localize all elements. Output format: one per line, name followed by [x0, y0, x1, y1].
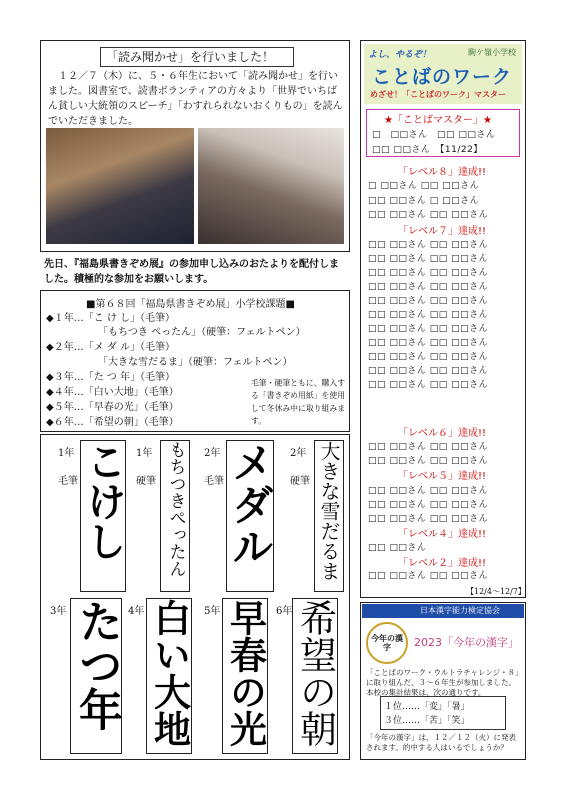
level7-row-8: □□ □□さん □□ □□さん [368, 338, 489, 348]
sidebar-subtitle: めざせ！「ことばのワーク」マスター [370, 90, 506, 99]
level7-row-3: □□ □□さん □□ □□さん [368, 268, 489, 278]
master-row-2: □□ □□さん 【11/22】 [372, 145, 483, 155]
kanji-footer: 「今年の漢字」は、１２／１２（火）に発表されます。的中する人はいるでしょうか？ [366, 733, 516, 752]
sidebar-tagline: よし、やるぞ！ [368, 50, 432, 60]
assign-1b: 「もちつき ぺったん」（硬筆：フェルトペン） [98, 327, 306, 338]
photo-readers [46, 128, 194, 244]
sample-6-grade: 4年 [128, 606, 145, 617]
level4-label: 「レベル４」達成!! [398, 529, 487, 540]
kanji-result-1: １位……「変」「暑」 [384, 702, 470, 712]
kanji-result-2: ３位……「苦」「笑」 [384, 716, 470, 726]
sample-3-grade: 2年 [204, 448, 221, 459]
level8-row-3: □□ □□さん □□ □□さん [368, 210, 489, 220]
level8-row-1: □ □□さん □□ □□さん [368, 181, 480, 191]
level5-label: 「レベル５」達成!! [398, 471, 487, 482]
level6-label: 「レベル６」達成!! [398, 428, 487, 439]
level7-label: 「レベル７」達成!! [398, 226, 487, 237]
kanji-badge: 今年の漢字 [371, 634, 403, 652]
sample-2-paper [160, 440, 190, 592]
sidebar-date-range: 【12/4～12/7】 [466, 587, 526, 596]
level7-row-6: □□ □□さん □□ □□さん [368, 310, 489, 320]
sample-3-text: メダル [226, 441, 275, 567]
sample-8-grade: 6年 [276, 606, 293, 617]
level7-row-1: □□ □□さん □□ □□さん [368, 240, 489, 250]
sample-1-grade: 1年 [58, 448, 75, 459]
sample-5-text: たつ年 [71, 599, 122, 731]
sidebar-title: ことばのワーク [372, 66, 513, 88]
master-row-1: □ □□さん □□ □□さん [372, 130, 496, 140]
level8-label: 「レベル８」達成!! [398, 167, 487, 178]
level7-row-11: □□ □□さん □□ □□さん [368, 380, 489, 390]
sample-1-type: 毛筆 [58, 476, 78, 487]
level5-row-1: □□ □□さん □□ □□さん [368, 486, 489, 496]
level7-row-9: □□ □□さん □□ □□さん [368, 352, 489, 362]
level4-row-1: □□ □□さん [368, 543, 427, 553]
assign-4: ◆４年…「白い大地」（毛筆） [46, 387, 179, 398]
sample-1-paper [80, 440, 126, 592]
sample-1-text: こけし [80, 441, 126, 561]
level7-row-7: □□ □□さん □□ □□さん [368, 324, 489, 334]
level5-row-2: □□ □□さん □□ □□さん [368, 500, 489, 510]
sample-4-paper [314, 440, 344, 592]
sample-6-text: 白い大地 [147, 599, 191, 747]
assign-3: ◆３年…「た つ 年」（毛筆） [46, 372, 176, 383]
level7-row-5: □□ □□さん □□ □□さん [368, 296, 489, 306]
kanji-header: 日本漢字能力検定協会 [420, 606, 500, 615]
sample-2-type: 硬筆 [136, 476, 156, 487]
notice-text: 先日、『福島県書きぞめ展』の参加申し込みのおたよりを配付しました。積極的な参加をお願いします。 [44, 259, 339, 285]
sample-5-grade: 3年 [50, 606, 67, 617]
sample-3-paper [226, 440, 274, 592]
photo-reader-woman [198, 128, 344, 244]
assign-6: ◆６年…「希望の朝」（毛筆） [46, 417, 179, 428]
sample-8-text: 希望の朝 [293, 599, 337, 747]
article-title: 「読み聞かせ」を行いました！ [106, 50, 275, 64]
level7-row-10: □□ □□さん □□ □□さん [368, 366, 489, 376]
level5-row-3: □□ □□さん □□ □□さん [368, 514, 489, 524]
sample-7-grade: 5年 [204, 606, 221, 617]
level8-row-2: □□ □□さん □ □□さん [368, 196, 480, 206]
sidebar-school: 駒ケ嶺小学校 [468, 48, 516, 57]
assign-2b: 「大きな雪だるま」（硬筆：フェルトペン） [98, 357, 293, 368]
sample-4-grade: 2年 [290, 448, 307, 459]
sample-5-paper [70, 598, 122, 754]
sample-6-paper [146, 598, 192, 754]
level6-row-2: □□ □□さん □□ □□さん [368, 456, 489, 466]
assign-1: ◆１年…「こ け し」（毛筆） [46, 313, 176, 324]
level2-label: 「レベル２」達成!! [398, 558, 487, 569]
sample-4-text: 大きな雪だるま [317, 441, 341, 581]
kanji-body: 「ことばのワーク・ウルトラチャレンジ・８」に取り組んだ、３～６年生が参加しました。本校の集計結果は、次の通りです。 [366, 668, 519, 697]
level7-row-2: □□ □□さん □□ □□さん [368, 254, 489, 264]
assignments-heading: ■第６８回「福島県書きぞめ展」小学校課題■ [86, 299, 295, 310]
sample-3-type: 毛筆 [204, 476, 224, 487]
assign-5: ◆５年…「早春の光」（毛筆） [46, 402, 179, 413]
kanji-year-title: 2023「今年の漢字」 [414, 636, 519, 649]
master-label: ★「ことばマスター」★ [384, 115, 492, 126]
sample-2-grade: 1年 [136, 448, 153, 459]
sample-7-text: 早春の光 [223, 599, 267, 747]
level6-row-1: □□ □□さん □□ □□さん [368, 442, 489, 452]
article-body: １２／７（木）に、５・６年生において「読み聞かせ」を行いました。図書室で、読書ボランティアの方々より「世界でいちばん貧しい大統領のスピーチ」「わすれられないおくりもの」を読んでいただきました。 [48, 71, 343, 127]
level7-row-4: □□ □□さん □□ □□さん [368, 282, 489, 292]
assign-2: ◆２年…「メ ダ ル」（毛筆） [46, 342, 176, 353]
sample-8-paper [292, 598, 338, 754]
sample-7-paper [222, 598, 268, 754]
sample-4-type: 硬筆 [290, 476, 310, 487]
sample-2-text: もちつきぺったん [165, 441, 186, 577]
level2-row-1: □□ □□さん □□ □□さん [368, 571, 489, 581]
assign-note: 毛筆・硬筆ともに、購入する「書きぞめ用紙」を使用して冬休み中に取り組みます。 [250, 378, 346, 426]
